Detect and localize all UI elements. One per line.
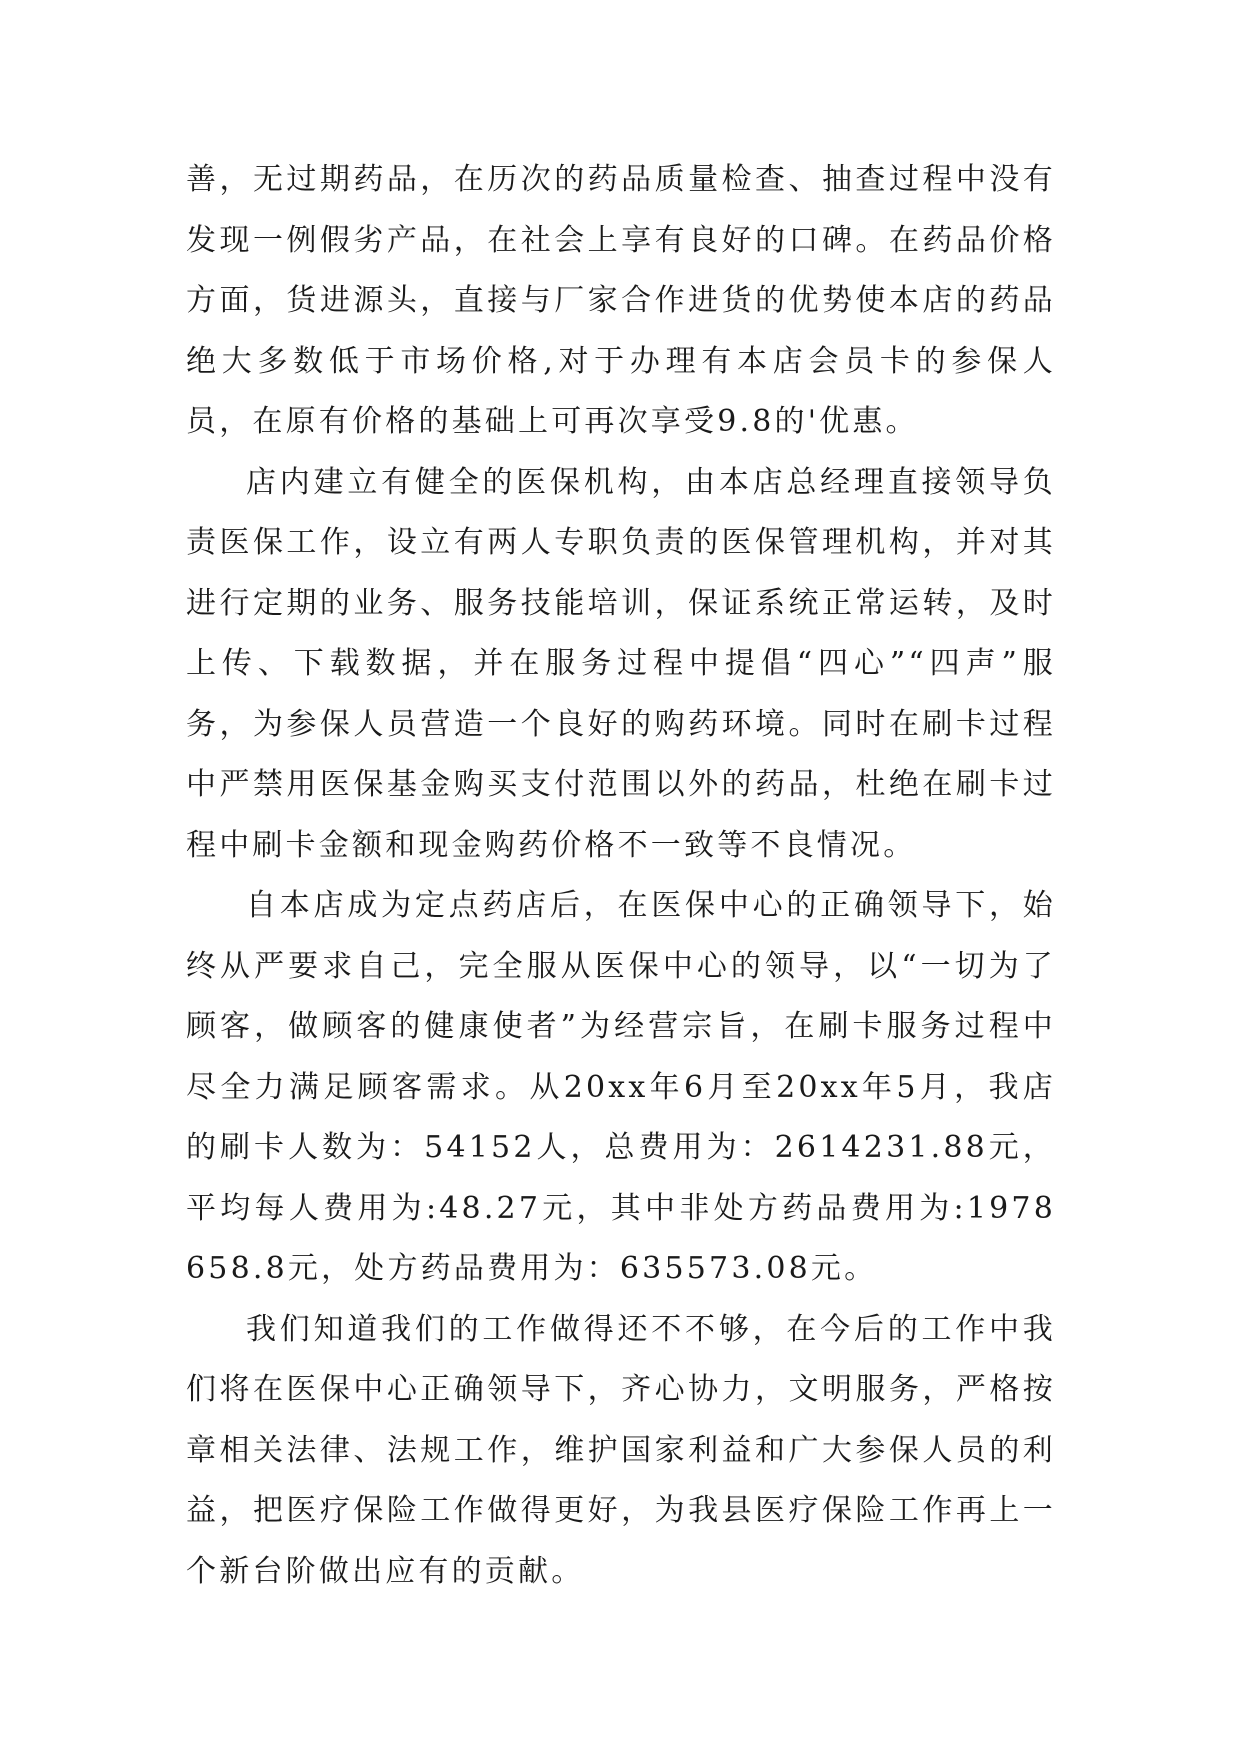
paragraph-medical-insurance-organization: 店内建立有健全的医保机构，由本店总经理直接领导负责医保工作，设立有两人专职负责的医保管理机构，并对其进行定期的业务、服务技能培训，保证系统正常运转，及时上传、下载数据，并在服务过程中提倡“四心”“四声”服务，为参保人员营造一个良好的购药环境。同时在刷卡过程中严禁用医保基金购买支付范围以外的药品，杜绝在刷卡过程中刷卡金额和现金购药价格不一致等不良情况。: [186, 464, 1056, 863]
document-body: [186, 150, 1056, 1602]
paragraph-continuation: 善，无过期药品，在历次的药品质量检查、抽查过程中没有发现一例假劣产品，在社会上享有良好的口碑。在药品价格方面，货进源头，直接与厂家合作进货的优势使本店的药品绝大多数低于市场价格,对于办理有本店会员卡的参保人员，在原有价格的基础上可再次享受9.8的'优惠。: [186, 162, 1056, 439]
paragraph-service-statistics: 自本店成为定点药店后，在医保中心的正确领导下，始终从严要求自己，完全服从医保中心的领导，以“一切为了顾客，做顾客的健康使者”为经营宗旨，在刷卡服务过程中尽全力满足顾客需求。从20xx年6月至20xx年5月，我店的刷卡人数为：54152人，总费用为：2614231.88元，平均每人费用为:48.27元，其中非处方药品费用为:1978658.8元，处方药品费用为：635573.08元。: [186, 888, 1056, 1286]
paragraph-future-commitment: 我们知道我们的工作做得还不不够，在今后的工作中我们将在医保中心正确领导下，齐心协力，文明服务，严格按章相关法律、法规工作，维护国家利益和广大参保人员的利益，把医疗保险工作做得更好，为我县医疗保险工作再上一个新台阶做出应有的贡献。: [186, 1311, 1056, 1589]
